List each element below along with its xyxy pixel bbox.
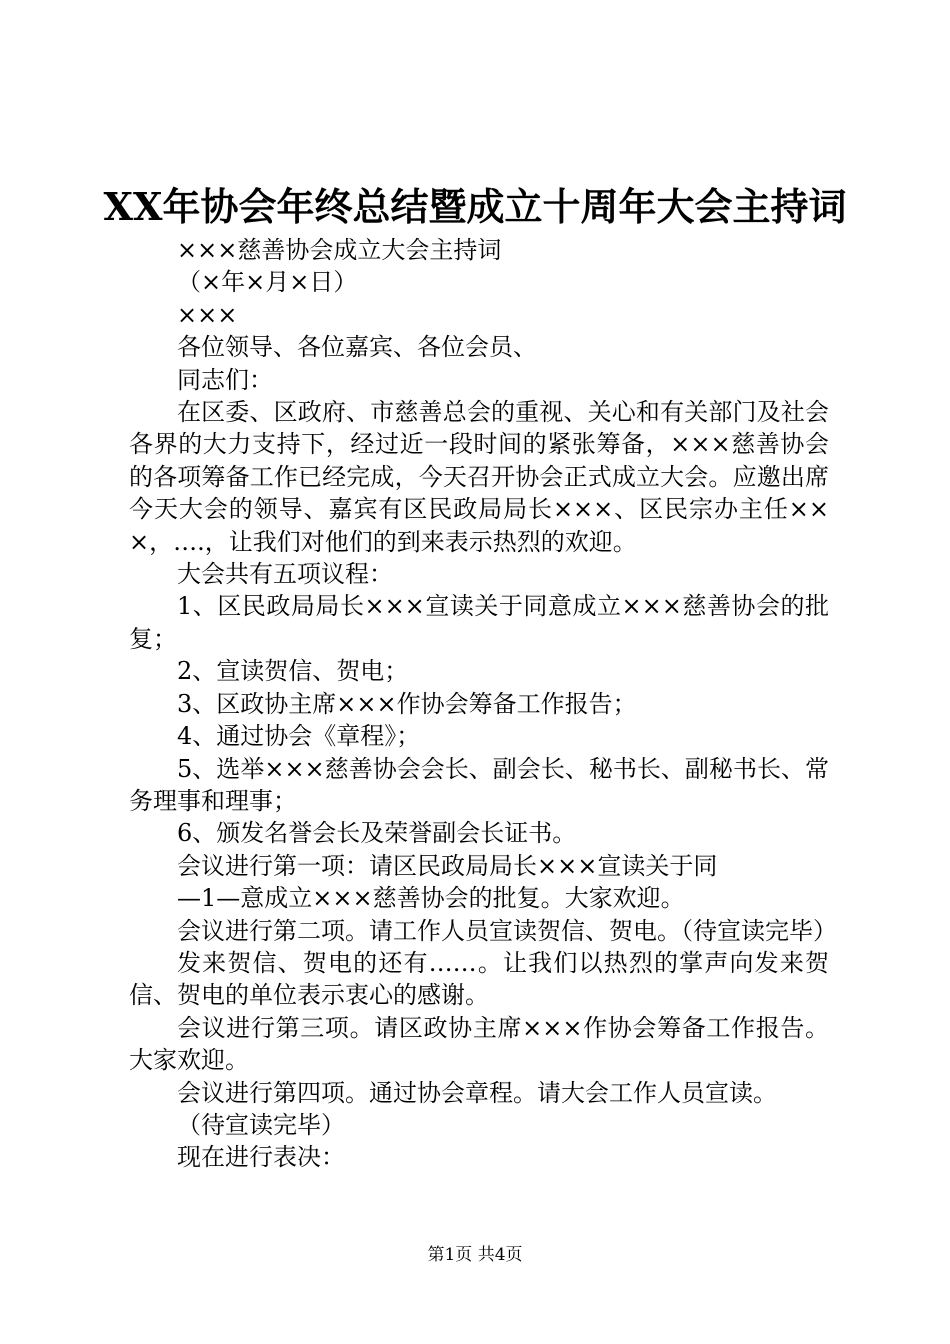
date-paragraph: （×年×月×日） <box>177 268 358 297</box>
page-footer: 第1页 共4页 <box>427 1245 523 1265</box>
body-paragraph: 会议进行第一项：请区民政局局长×××宣读关于同 <box>177 851 718 880</box>
agenda-item: 1、区民政局局长×××宣读关于同意成立×××慈善协会的批复； <box>129 592 829 653</box>
subtitle-paragraph: ×××慈善协会成立大会主持词 <box>177 236 502 264</box>
greeting-paragraph: 同志们： <box>177 365 273 394</box>
author-paragraph: ××× <box>177 300 238 329</box>
body-paragraph: 现在进行表决： <box>177 1143 345 1172</box>
agenda-item: 6、颁发名誉会长及荣誉副会长证书。 <box>177 819 577 848</box>
document-title: XX年协会年终总结暨成立十周年大会主持词 <box>103 184 847 229</box>
document-body <box>129 234 837 1174</box>
body-paragraph: 发来贺信、贺电的还有……。让我们以热烈的掌声向发来贺信、贺电的单位表示衷心的感谢。 <box>129 948 829 1010</box>
body-paragraph: 会议进行第三项。请区政协主席×××作协会筹备工作报告。大家欢迎。 <box>129 1013 829 1075</box>
body-paragraph: 在区委、区政府、市慈善总会的重视、关心和有关部门及社会各界的大力支持下，经过近一段时间的紧张筹备，×××慈善协会的各项筹备工作已经完成，今天召开协会正式成立大会。应邀出席今天大会的领导、嘉宾有区民政局局长×××、区民宗办主任×××，….，让我们对他们的到来表示热烈的欢迎。 <box>129 398 829 556</box>
agenda-item: 5、选举×××慈善协会会长、副会长、秘书长、副秘书长、常务理事和理事； <box>129 754 829 815</box>
body-paragraph: 大会共有五项议程： <box>177 560 393 589</box>
agenda-item: 3、区政协主席×××作协会筹备工作报告； <box>177 689 637 718</box>
greeting-paragraph: 各位领导、各位嘉宾、各位会员、 <box>177 333 537 362</box>
body-paragraph: —1—意成立×××慈善协会的批复。大家欢迎。 <box>177 884 685 913</box>
body-paragraph: 会议进行第二项。请工作人员宣读贺信、贺电。（待宣读完毕） <box>177 916 837 945</box>
body-paragraph: 会议进行第四项。通过协会章程。请大会工作人员宣读。 <box>177 1078 777 1107</box>
agenda-item: 2、宣读贺信、贺电； <box>177 657 409 686</box>
agenda-item: 4、通过协会《章程》； <box>177 722 421 751</box>
body-paragraph: （待宣读完毕） <box>177 1110 345 1139</box>
